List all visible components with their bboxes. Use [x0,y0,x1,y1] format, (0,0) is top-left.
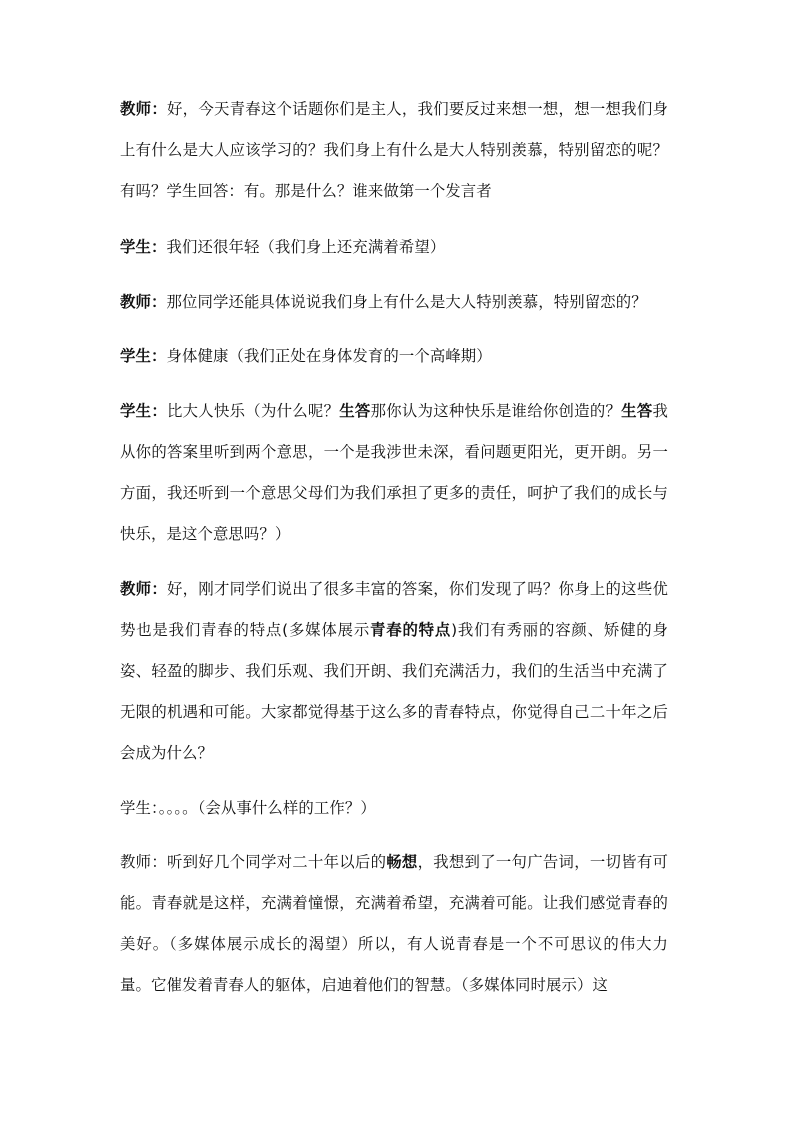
speaker-label: 教师： [120,100,167,118]
paragraph-student-1 [120,227,668,268]
paragraph-text: 身体健康（我们正处在身体发育的一个高峰期） [166,347,492,365]
speaker-label: 学生： [120,799,159,817]
speaker-label: 教师： [120,580,167,598]
paragraph-student-4 [120,788,668,829]
paragraph-text: 比大人快乐（为什么呢？ [166,402,340,420]
paragraph-text: 我从你的答案里听到两个意思，一个是我涉世未深，看问题更阳光，更开朗。另一方面，我还听到一个意思父母们为我们承担了更多的责任，呵护了我们的成长与快乐，是这个意思吗？） [120,402,668,543]
paragraph-text: 。。。。（会从事什么样的工作？） [158,799,376,817]
paragraph-teacher-3 [120,569,668,774]
bold-phrase: 生答 [621,402,653,420]
paragraph-student-3 [120,391,668,555]
speaker-label: 教师： [120,853,167,871]
paragraph-text: 那位同学还能具体说说我们身上有什么是大人特别羡慕，特别留恋的？ [166,293,647,311]
paragraph-text: )我们有秀丽的容颜、矫健的身姿、轻盈的脚步、我们乐观、我们开朗、我们充满活力，我们的生活当中充满了无限的机遇和可能。大家都觉得基于这么多的青春特点，你觉得自己二十年之后会成为什么？ [120,621,668,762]
speaker-label: 学生： [120,402,167,420]
paragraph-text: 那你认为这种快乐是谁给你创造的？ [370,402,622,420]
paragraph-text: 好，刚才同学们说出了很多丰富的答案，你们发现了吗？你身上的这些优势也是我们青春的特点(多媒体展示 [120,580,668,639]
paragraph-text: 听到好几个同学对二十年以后的 [166,853,387,871]
paragraph-text: ，我想到了一句广告词，一切皆有可能。青春就是这样，充满着憧憬，充满着希望，充满着可能。让我们感觉青春的美好。（多媒体展示成长的渴望）所以，有人说青春是一个不可思议的伟大力量。它催发着青春人的躯体，启迪着他们的智慧。（多媒体同时展示）这 [120,853,668,994]
bold-phrase: 生答 [339,402,371,420]
paragraph-teacher-4 [120,842,668,1006]
speaker-label: 学生： [120,238,167,256]
paragraph-student-2 [120,336,668,377]
speaker-label: 教师： [120,293,167,311]
speaker-label: 学生： [120,347,167,365]
paragraph-teacher-2 [120,282,668,323]
bold-phrase: 青春的特点 [370,621,452,639]
paragraph-text: 我们还很年轻（我们身上还充满着希望） [166,238,446,256]
bold-phrase: 畅想 [386,853,418,871]
paragraph-text: 好，今天青春这个话题你们是主人，我们要反过来想一想，想一想我们身上有什么是大人应该学习的？我们身上有什么是大人特别羡慕，特别留恋的呢？有吗？学生回答：有。那是什么？谁来做第一个发言者 [120,100,668,200]
paragraph-teacher-1 [120,89,668,212]
